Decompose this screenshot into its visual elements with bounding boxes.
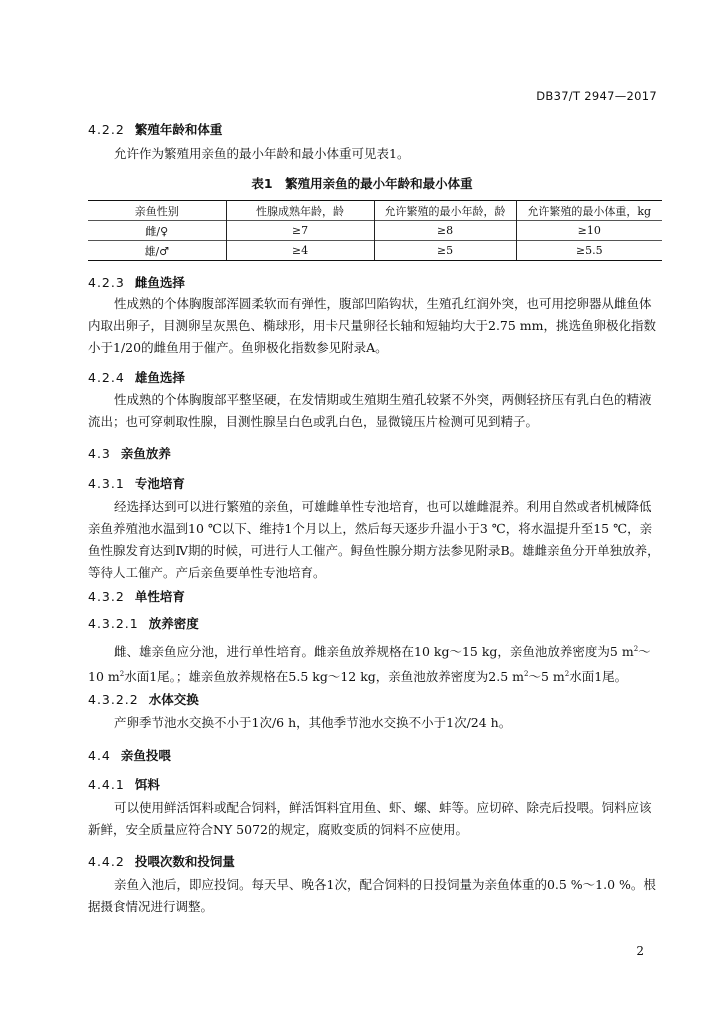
- section-title: 亲鱼放养: [120, 446, 171, 461]
- table-header-cell: 亲鱼性别: [88, 201, 226, 221]
- text-run: ～5 m: [528, 669, 565, 685]
- section-heading-4-4-2: [88, 852, 235, 870]
- paragraph-dedicated-pond: 经选择达到可以进行繁殖的亲鱼，可雄雌单性专池培育，也可以雄雌混养。利用自然或者机械降低亲鱼养殖池水温到10 ℃以下、维持1个月以上，然后每天逐步升温小于3 ℃，将水温提升至15 ℃，亲鱼性腺发育达到Ⅳ期的时候，可进行人工催产。鲟鱼性腺分期方法参见附录B。雄雌亲鱼分开单独放养，等待人工催产。产后亲鱼要单性专池培育。: [88, 499, 660, 580]
- table-cell: 雌/♀: [88, 221, 226, 241]
- section-heading-4-2-2: [88, 120, 222, 138]
- paragraph-water-exchange: 产卵季节池水交换不小于1次/6 h，其他季节池水交换不小于1次/24 h。: [114, 715, 512, 730]
- section-number: 4.3.1: [88, 476, 125, 491]
- text-run: ～10 m: [88, 644, 651, 685]
- paragraph-feed: 可以使用鲜活饵料或配合饲料，鲜活饵料宜用鱼、虾、螺、蚌等。应切碎、除壳后投喂。饲料应该新鲜，安全质量应符合NY 5072的规定，腐败变质的饲料不应使用。: [88, 800, 652, 837]
- section-number: 4.4.2: [88, 854, 125, 869]
- standard-code: DB37/T 2947—2017: [536, 89, 657, 103]
- section-title: 放养密度: [148, 616, 199, 631]
- section-title: 水体交换: [148, 692, 199, 707]
- section-number: 4.3.2.1: [88, 616, 139, 631]
- table-cell: 雄/♂: [88, 241, 226, 261]
- table-cell: ≥10: [516, 221, 662, 241]
- section-title: 繁殖年龄和体重: [134, 122, 223, 137]
- superscript: 2: [633, 645, 639, 653]
- superscript: 2: [524, 670, 529, 679]
- superscript: 2: [119, 670, 125, 679]
- section-heading-4-2-3: [88, 273, 185, 291]
- text-run: 水面1尾。: [569, 669, 628, 685]
- section-title: 饵料: [134, 777, 160, 792]
- superscript: 2: [564, 670, 570, 679]
- paragraph-breeding-age: 允许作为繁殖用亲鱼的最小年龄和最小体重可见表1。: [114, 146, 410, 161]
- table-cell: ≥7: [226, 221, 374, 241]
- table-header-cell: 允许繁殖的最小年龄，龄: [374, 201, 516, 221]
- table-header-cell: 性腺成熟年龄，龄: [226, 201, 374, 221]
- section-heading-4-4-1: [88, 775, 160, 793]
- table-header-cell: 允许繁殖的最小体重，kg: [516, 201, 662, 221]
- section-title: 专池培育: [134, 476, 185, 491]
- section-title: 投喂次数和投饲量: [134, 854, 235, 869]
- section-heading-4-3-2: [88, 587, 185, 605]
- section-number: 4.3.2.2: [88, 692, 139, 707]
- paragraph-feeding-amount: 亲鱼入池后，即应投饲。每天早、晚各1次，配合饲料的日投饲量为亲鱼体重的0.5 %～1.0 %。根据摄食情况进行调整。: [88, 877, 656, 914]
- section-number: 4.2.3: [88, 275, 125, 290]
- section-title: 雌鱼选择: [134, 275, 185, 290]
- section-heading-4-4: [88, 746, 171, 764]
- section-heading-4-3-2-1: [88, 614, 199, 632]
- section-heading-4-3: [88, 444, 171, 462]
- section-number: 4.2.2: [88, 122, 125, 137]
- paragraph-male-selection: 性成熟的个体胸腹部平整坚硬，在发情期或生殖期生殖孔较紧不外突，两侧轻挤压有乳白色的精液流出；也可穿刺取性腺，目测性腺呈白色或乳白色，显微镜压片检测可见到精子。: [88, 392, 652, 429]
- table-cell: ≥4: [226, 241, 374, 261]
- text-run: 雌、雄亲鱼应分池，进行单性培育。雌亲鱼放养规格在10 kg～15 kg，亲鱼池放养密度为5 m: [114, 644, 634, 660]
- section-number: 4.3: [88, 446, 111, 461]
- section-heading-4-3-1: [88, 474, 185, 492]
- table-row: [88, 221, 662, 241]
- section-number: 4.3.2: [88, 589, 125, 604]
- table-cell: ≥5.5: [516, 241, 662, 261]
- section-title: 雄鱼选择: [134, 370, 185, 385]
- table-row: [88, 241, 662, 261]
- section-number: 4.4: [88, 748, 111, 763]
- table-title: 表1 繁殖用亲鱼的最小年龄和最小体重: [251, 176, 473, 191]
- table-cell: ≥5: [374, 241, 516, 261]
- breeding-table: [88, 200, 662, 261]
- page-number: 2: [636, 944, 644, 958]
- text-run: 水面1尾。；雄亲鱼放养规格在5.5 kg～12 kg，亲鱼池放养密度为2.5 m: [124, 669, 524, 685]
- section-heading-4-2-4: [88, 368, 185, 386]
- table-header-row: [88, 201, 662, 221]
- section-number: 4.2.4: [88, 370, 125, 385]
- section-title: 亲鱼投喂: [120, 748, 171, 763]
- paragraph-stocking-density: [88, 638, 660, 688]
- section-title: 单性培育: [134, 589, 185, 604]
- section-number: 4.4.1: [88, 777, 125, 792]
- table-cell: ≥8: [374, 221, 516, 241]
- paragraph-female-selection: 性成熟的个体胸腹部浑圆柔软而有弹性，腹部凹陷钩状，生殖孔红润外突，也可用挖卵器从雌鱼体内取出卵子，目测卵呈灰黑色、椭球形，用卡尺量卵径长轴和短轴均大于2.75 mm，挑选鱼卵极化指数小于1/20的雌鱼用于催产。鱼卵极化指数参见附录A。: [88, 296, 657, 355]
- section-heading-4-3-2-2: [88, 690, 199, 708]
